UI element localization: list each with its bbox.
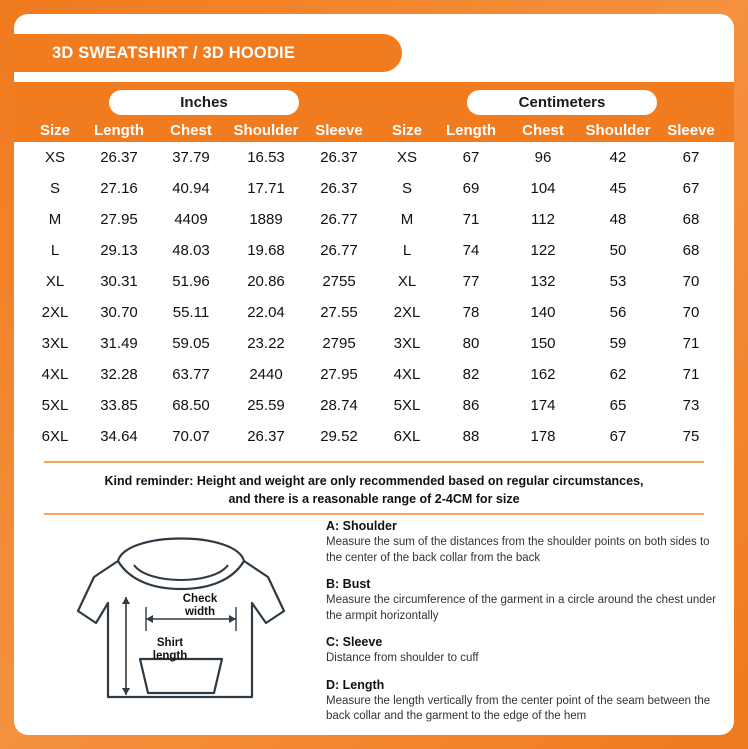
measure-cell: 56 <box>609 304 627 321</box>
size-cell: XL <box>45 273 65 290</box>
measure-cell: 26.37 <box>100 149 138 166</box>
measure-cell: 62 <box>609 366 627 383</box>
column-headers-centimeters <box>380 118 724 142</box>
measure-cell: 30.31 <box>100 273 138 290</box>
measure-cell: 59 <box>609 335 627 352</box>
measure-cell: 26.37 <box>320 149 358 166</box>
measure-cell: 178 <box>530 428 556 445</box>
page-title: 3D SWEATSHIRT / 3D HOODIE <box>52 43 296 62</box>
measure-cell: 67 <box>609 428 627 445</box>
measurement-title: C: Sleeve <box>326 635 383 650</box>
unit-pill-inches: Inches <box>109 90 299 115</box>
measure-cell: 23.22 <box>247 335 285 352</box>
column-header-cm-length: Length <box>446 121 496 139</box>
measure-cell: 88 <box>462 428 480 445</box>
table-row <box>380 297 724 328</box>
table-row <box>380 204 724 235</box>
measurement-title: D: Length <box>326 677 385 692</box>
table-row <box>28 328 372 359</box>
column-header-in-sleeve: Sleeve <box>315 121 363 139</box>
column-header-cm-chest: Chest <box>522 121 564 139</box>
measure-cell: 75 <box>682 428 700 445</box>
column-headers-inches <box>28 118 372 142</box>
table-header-band <box>14 82 734 142</box>
size-cell: 6XL <box>393 428 421 445</box>
measure-cell: 70 <box>682 273 700 290</box>
kind-reminder-text: Kind reminder: Height and weight are only recommended based on regular circumstances, and there is a reasonable range of 2-4CM for size <box>104 474 644 507</box>
table-row <box>28 142 372 173</box>
size-cell: L <box>50 242 60 259</box>
size-cell: XS <box>396 149 417 166</box>
measure-cell: 68 <box>682 242 700 259</box>
size-cell: 2XL <box>41 304 69 321</box>
measurement-item <box>326 678 716 725</box>
measure-cell: 71 <box>682 335 700 352</box>
table-row <box>380 421 724 452</box>
measurement-body: Measure the circumference of the garment in a circle around the chest under the armpit horizontally <box>326 594 716 622</box>
table-row <box>28 297 372 328</box>
size-cell: S <box>49 180 60 197</box>
measure-cell: 162 <box>530 366 556 383</box>
table-row <box>28 359 372 390</box>
measurement-item <box>326 577 716 624</box>
measure-cell: 150 <box>530 335 556 352</box>
measure-cell: 71 <box>682 366 700 383</box>
measure-cell: 2795 <box>322 335 356 352</box>
measure-cell: 16.53 <box>247 149 285 166</box>
measure-cell: 53 <box>609 273 627 290</box>
measurement-body: Measure the length vertically from the center point of the seam between the back collar and the garment to the edge of the hem <box>326 694 711 723</box>
column-header-in-shoulder: Shoulder <box>233 121 299 139</box>
measure-cell: 2440 <box>249 366 283 383</box>
size-cell: M <box>400 211 414 228</box>
measure-cell: 27.95 <box>100 211 138 228</box>
measure-cell: 70.07 <box>172 428 210 445</box>
size-cell: 5XL <box>393 397 421 414</box>
size-chart-card <box>14 14 734 735</box>
measure-cell: 174 <box>530 397 556 414</box>
measure-cell: 28.74 <box>320 397 358 414</box>
measure-cell: 29.52 <box>320 428 358 445</box>
measure-cell: 74 <box>462 242 480 259</box>
table-row <box>380 235 724 266</box>
measure-cell: 104 <box>530 180 556 197</box>
table-row <box>380 142 724 173</box>
column-header-in-size: Size <box>39 121 70 139</box>
measure-cell: 122 <box>530 242 556 259</box>
measure-cell: 20.86 <box>247 273 285 290</box>
measure-cell: 78 <box>462 304 480 321</box>
measure-cell: 1889 <box>249 211 283 228</box>
table-row <box>28 390 372 421</box>
measure-cell: 42 <box>609 149 627 166</box>
hoodie-illustration <box>56 519 306 714</box>
measure-cell: 132 <box>530 273 556 290</box>
measure-cell: 17.71 <box>247 180 285 197</box>
measurement-title: A: Shoulder <box>326 519 397 533</box>
measure-cell: 2755 <box>322 273 356 290</box>
table-row <box>28 235 372 266</box>
measure-cell: 45 <box>609 180 627 197</box>
measure-cell: 63.77 <box>172 366 210 383</box>
measure-cell: 68.50 <box>172 397 210 414</box>
measure-cell: 26.77 <box>320 211 358 228</box>
measure-cell: 55.11 <box>172 304 210 321</box>
column-header-in-chest: Chest <box>170 121 212 139</box>
size-cell: 4XL <box>41 366 69 383</box>
table-row <box>380 266 724 297</box>
measure-cell: 140 <box>530 304 556 321</box>
column-header-in-length: Length <box>94 121 144 139</box>
table-row <box>380 359 724 390</box>
measure-cell: 31.49 <box>100 335 138 352</box>
measure-cell: 30.70 <box>100 304 138 321</box>
measure-cell: 26.37 <box>247 428 285 445</box>
size-cell: 3XL <box>41 335 69 352</box>
measure-cell: 70 <box>682 304 700 321</box>
size-cell: L <box>402 242 412 259</box>
size-cell: S <box>401 180 412 197</box>
measure-cell: 27.95 <box>320 366 358 383</box>
table-row <box>380 390 724 421</box>
measure-cell: 69 <box>462 180 480 197</box>
measure-cell: 29.13 <box>100 242 138 259</box>
measure-cell: 71 <box>462 211 480 228</box>
table-row <box>380 173 724 204</box>
label-check-width: Check width <box>182 593 218 619</box>
measure-cell: 50 <box>609 242 627 259</box>
measure-cell: 22.04 <box>247 304 285 321</box>
measure-cell: 67 <box>682 180 700 197</box>
measure-cell: 82 <box>462 366 480 383</box>
size-cell: XS <box>44 149 65 166</box>
measure-cell: 32.28 <box>100 366 138 383</box>
measure-cell: 96 <box>534 149 552 166</box>
table-row <box>28 266 372 297</box>
measure-cell: 40.94 <box>172 180 210 197</box>
size-cell: 3XL <box>393 335 421 352</box>
table-row <box>28 204 372 235</box>
measure-cell: 86 <box>462 397 480 414</box>
column-header-cm-shoulder: Shoulder <box>585 121 651 139</box>
measure-cell: 19.68 <box>247 242 285 259</box>
column-header-cm-size: Size <box>391 121 422 139</box>
title-banner <box>14 34 402 72</box>
measure-cell: 33.85 <box>100 397 138 414</box>
measure-cell: 59.05 <box>172 335 210 352</box>
measure-cell: 27.55 <box>320 304 358 321</box>
measure-cell: 4409 <box>174 211 208 228</box>
measure-cell: 77 <box>462 273 480 290</box>
measure-cell: 26.77 <box>320 242 358 259</box>
measure-cell: 112 <box>531 211 555 228</box>
measurement-body: Distance from shoulder to cuff <box>326 652 479 665</box>
divider-bottom <box>44 513 704 515</box>
table-row <box>28 173 372 204</box>
measure-cell: 48 <box>609 211 627 228</box>
size-cell: 5XL <box>41 397 69 414</box>
column-header-cm-sleeve: Sleeve <box>667 121 715 139</box>
table-row <box>380 328 724 359</box>
label-shirt-length: Shirt length <box>152 637 188 663</box>
size-cell: 2XL <box>393 304 421 321</box>
measure-cell: 67 <box>462 149 480 166</box>
measure-cell: 65 <box>609 397 627 414</box>
measure-cell: 34.64 <box>100 428 138 445</box>
measurement-title: B: Bust <box>326 577 371 592</box>
divider-top <box>44 461 704 463</box>
measure-cell: 25.59 <box>247 397 285 414</box>
table-inches <box>28 142 372 452</box>
table-row <box>28 421 372 452</box>
size-cell: 4XL <box>393 366 421 383</box>
measure-cell: 26.37 <box>320 180 358 197</box>
measure-cell: 80 <box>462 335 480 352</box>
size-cell: M <box>48 211 62 228</box>
measure-cell: 73 <box>682 397 700 414</box>
measure-cell: 37.79 <box>172 149 210 166</box>
measurement-descriptions <box>326 519 716 735</box>
measure-cell: 67 <box>682 149 700 166</box>
unit-pill-centimeters: Centimeters <box>467 90 657 115</box>
measure-cell: 48.03 <box>172 242 210 259</box>
measurement-item <box>326 519 716 566</box>
measure-cell: 27.16 <box>100 180 138 197</box>
measure-cell: 51.96 <box>172 273 210 290</box>
table-centimeters <box>380 142 724 452</box>
size-cell: XL <box>397 273 417 290</box>
measurement-item <box>326 635 716 667</box>
size-cell: 6XL <box>41 428 69 445</box>
measurement-body: Measure the sum of the distances from the shoulder points on both sides to the center of the back collar from the back <box>326 536 710 564</box>
measure-cell: 68 <box>682 211 700 228</box>
